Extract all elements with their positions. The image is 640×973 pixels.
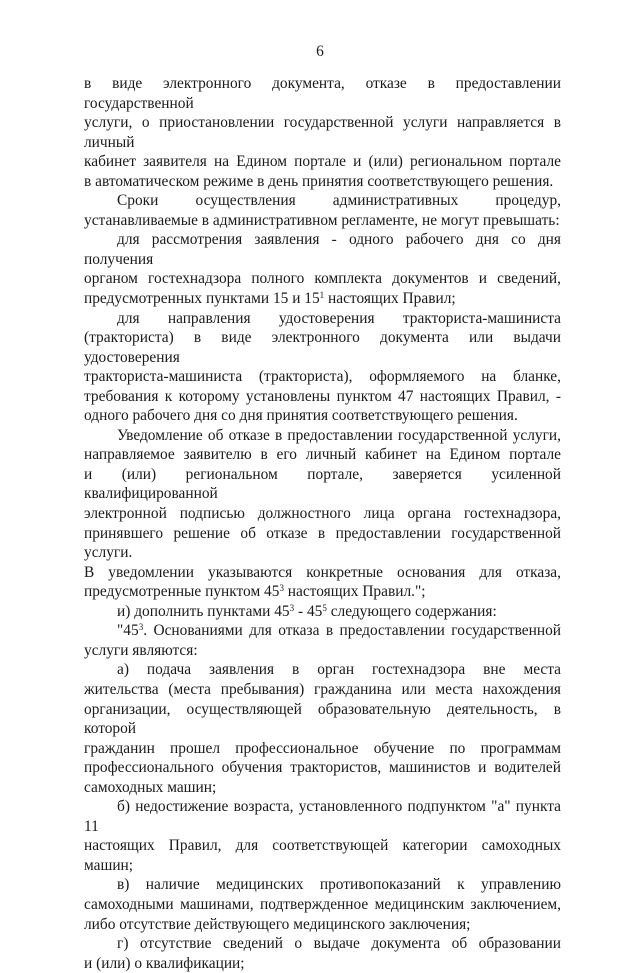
text-line: кабинет заявителя на Едином портале и (или) региональном портале <box>84 153 561 171</box>
text-line: либо отсутствие действующего медицинского заключения; <box>84 915 471 933</box>
text-line: самоходными машинами, подтвержденное медицинским заключением, <box>84 895 561 913</box>
text-fragment: предусмотренных пунктами 15 и 15 <box>84 290 320 308</box>
superscript: 3 <box>289 602 295 613</box>
text-fragment: предусмотренные пунктом 45 <box>84 583 280 601</box>
text-line: в автоматическом режиме в день принятия соответствующего решения. <box>84 172 554 190</box>
text-line: для рассмотрения заявления - одного рабочего дня со дня получения <box>84 231 561 268</box>
superscript: 3 <box>138 622 144 633</box>
superscript: 3 <box>279 583 284 594</box>
text-line: электронной подписью должностного лица органа гостехнадзора, <box>84 505 561 523</box>
text-fragment: настоящих Правил."; <box>283 583 426 601</box>
text-line: в виде электронного документа, отказе в предоставлении государственной <box>84 75 561 112</box>
text-line: для направления удостоверения тракториста-машиниста <box>117 309 561 327</box>
text-line: в) наличие медицинских противопоказаний к управлению <box>117 876 561 894</box>
text-line <box>84 582 561 602</box>
text-line: направляемое заявителю в его личный кабинет на Едином портале <box>84 446 561 464</box>
text-line: услуги, о приостановлении государственной услуги направляется в личный <box>84 114 561 151</box>
text-fragment: - 45 <box>294 602 323 620</box>
text-fragment: "45 <box>117 622 139 640</box>
superscript: 1 <box>319 290 325 301</box>
text-line: тракториста-машиниста (тракториста), оформляемого на бланке, <box>84 368 561 386</box>
superscript: 5 <box>322 602 327 613</box>
text-line: Уведомление об отказе в предоставлении государственной услуги, <box>117 426 561 444</box>
text-line: профессионального обучения трактористов, машинистов и водителей <box>84 759 561 777</box>
text-line: требования к которому установлены пунктом 47 настоящих Правил, - <box>84 387 561 405</box>
text-line: В уведомлении указываются конкретные основания для отказа, <box>84 563 561 581</box>
text-line: услуги являются: <box>84 641 198 659</box>
page-number: 6 <box>316 43 324 60</box>
text-line: принявшего решение об отказе в предоставлении государственной услуги. <box>84 524 561 562</box>
text-line: и (или) о квалификации; <box>84 954 245 972</box>
text-line: органом гостехнадзора полного комплекта документов и сведений, <box>84 270 561 288</box>
text-line: и (или) региональном портале, заверяется усиленной квалифицированной <box>84 465 561 503</box>
text-line <box>84 289 561 309</box>
text-fragment: . Основаниями для отказа в предоставлении государственной <box>143 622 561 640</box>
text-line: б) недостижение возраста, установленного подпунктом "а" пункта 11 <box>84 798 561 835</box>
text-line: (тракториста) в виде электронного документа или выдачи удостоверения <box>84 329 561 366</box>
text-fragment: настоящих Правил; <box>324 290 456 308</box>
text-line: организации, осуществляющей образовательную деятельность, в которой <box>84 700 561 738</box>
text-fragment: и) дополнить пунктами 45 <box>117 602 290 620</box>
text-line: а) подача заявления в орган гостехнадзора вне места <box>117 661 561 679</box>
text-line: жительства (места пребывания) гражданина или места нахождения <box>84 680 561 698</box>
text-line: устанавливаемые в административном регламенте, не могут превышать: <box>84 211 560 229</box>
text-line: г) отсутствие сведений о выдаче документа об образовании <box>117 935 561 953</box>
text-line: настоящих Правил, для соответствующей категории самоходных машин; <box>84 837 561 874</box>
document-body <box>84 74 561 973</box>
text-line <box>84 602 561 622</box>
text-line: гражданин прошел профессиональное обучение по программам <box>84 739 561 757</box>
text-line <box>84 621 561 641</box>
text-line: Сроки осуществления административных процедур, <box>117 192 561 210</box>
text-line: одного рабочего дня со дня принятия соответствующего решения. <box>84 407 518 425</box>
text-fragment: следующего содержания: <box>326 602 497 620</box>
text-line: самоходных машин; <box>84 778 217 796</box>
